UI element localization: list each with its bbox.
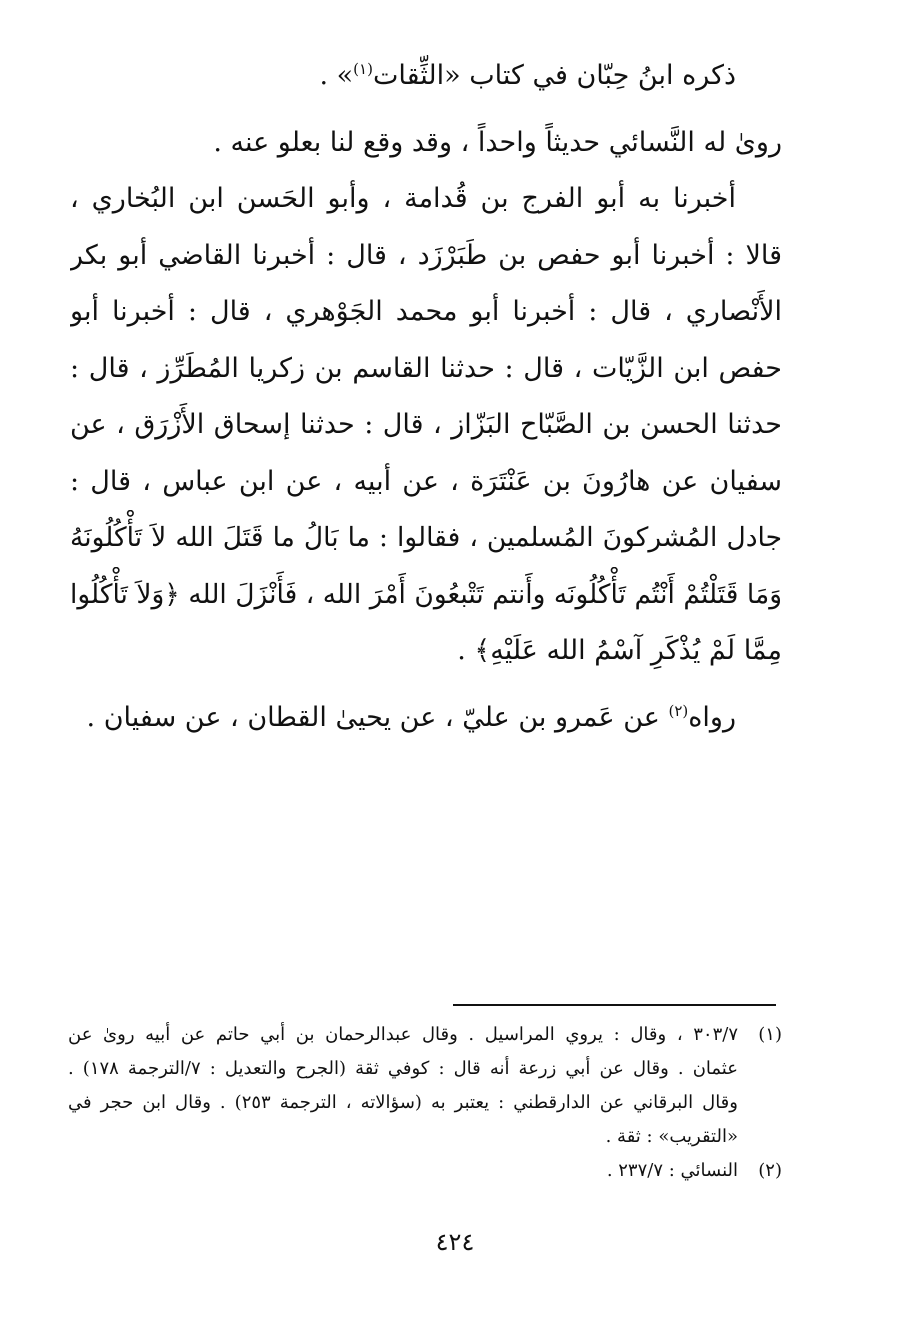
- isnad-line: حفص ابن الزَّيّات ، قال : حدثنا القاسم بن زكريا المُطَرِّز ، قال :: [70, 352, 782, 384]
- footnote-line: وقال البرقاني عن الدارقطني : يعتبر به (سؤالاته ، الترجمة ٢٥٣) . وقال ابن حجر في: [68, 1092, 738, 1113]
- paragraph-text-end: » .: [319, 60, 354, 91]
- footnotes: [68, 1018, 782, 1188]
- paragraph-text: رواه: [688, 701, 736, 733]
- paragraph-gap: [70, 680, 782, 690]
- paragraph-ibn-hibban: [70, 48, 782, 105]
- paragraph-nasai-narration: روىٰ له النَّسائي حديثاً واحداً ، وقد وقع لنا بعلو عنه .: [213, 126, 782, 158]
- hadith-line: وَمَا قَتَلْتُمْ أَنْتُم تَأْكُلُونَه وأَنتم تَتْبعُونَ أَمْرَ الله ، فَأَنْزَلَ الله ﴿وَلاَ تَأْكُلُوا: [70, 578, 782, 610]
- isnad-line: قالا : أخبرنا أبو حفص بن طَبَرْزَد ، قال : أخبرنا القاضي أبو بكر: [70, 239, 782, 271]
- paragraph-text-end: عن عَمرو بن عليّ ، عن يحيىٰ القطان ، عن سفيان .: [86, 701, 669, 733]
- main-text: [70, 48, 782, 746]
- isnad-line: أخبرنا به أبو الفرج بن قُدامة ، وأبو الحَسن ابن البُخاري ،: [70, 183, 736, 214]
- footnote-line: عثمان . وقال عن أبي زرعة أنه قال : كوفي ثقة (الجرح والتعديل : ٧/الترجمة ١٧٨) .: [68, 1058, 738, 1079]
- footnote-number: (١): [758, 1024, 782, 1045]
- footnote-line: النسائي : ٢٣٧/٧ .: [606, 1160, 738, 1181]
- isnad-line: الأَنْصاري ، قال : أخبرنا أبو محمد الجَوْهري ، قال : أخبرنا أبو: [70, 296, 782, 327]
- footnote-body: [68, 1154, 738, 1188]
- footnote-ref-1: (١): [353, 60, 373, 78]
- footnote-1: [68, 1018, 782, 1154]
- footnote-ref-2: (٢): [668, 701, 689, 720]
- footnote-2: [68, 1154, 782, 1188]
- footnote-line: ٣٠٣/٧ ، وقال : يروي المراسيل . وقال عبدالرحمان بن أبي حاتم عن أبيه روىٰ عن: [68, 1024, 738, 1045]
- footnote-body: [68, 1018, 738, 1154]
- footnote-number: (٢): [758, 1160, 782, 1181]
- paragraph-text: ذكره ابنُ حِبّان في كتاب «الثِّقات: [372, 60, 736, 91]
- footnote-line: «التقريب» : ثقة .: [605, 1126, 738, 1147]
- isnad-line: حدثنا الحسن بن الصَّبّاح البَزّاز ، قال : حدثنا إسحاق الأَزْرَق ، عن: [70, 409, 782, 440]
- hadith-line: مِمَّا لَمْ يُذْكَرِ آسْمُ الله عَلَيْهِ﴾ .: [457, 635, 782, 666]
- isnad-line: سفيان عن هارُونَ بن عَنْتَرَة ، عن أبيه ، عن ابن عباس ، قال :: [70, 465, 782, 497]
- paragraph-riwayah: [70, 690, 782, 747]
- hadith-line: جادل المُشركونَ المُسلمين ، فقالوا : ما بَالُ ما قَتَلَ الله لاَ تَأْكُلُونَهُ: [70, 522, 782, 553]
- footnote-separator: [453, 1004, 776, 1006]
- paragraph-gap: [70, 105, 782, 115]
- page-number: ٤٢٤: [435, 1228, 475, 1256]
